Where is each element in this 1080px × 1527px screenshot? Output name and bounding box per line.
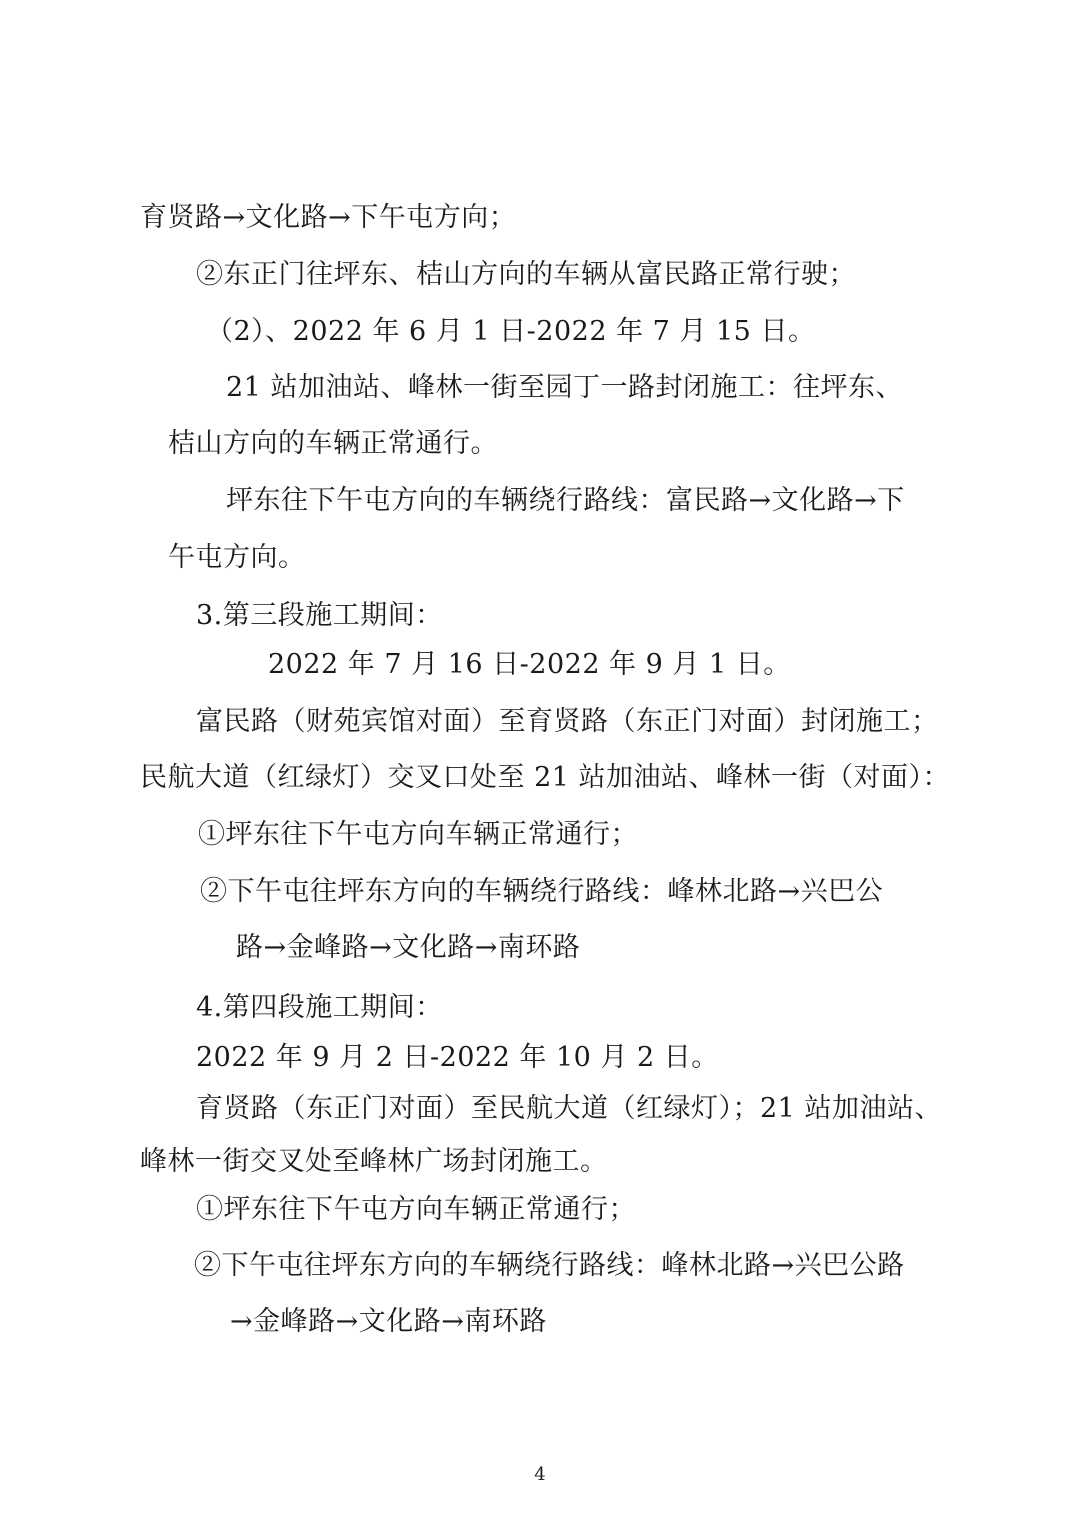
page-number: 4 (534, 1464, 546, 1485)
text-line: ①坪东往下午屯方向车辆正常通行； (198, 819, 638, 850)
text-line: 民航大道（红绿灯）交叉口处至 21 站加油站、峰林一街（对面）： (140, 762, 951, 793)
text-line: 21 站加油站、峰林一街至园丁一路封闭施工：往坪东、 (226, 372, 903, 403)
text-line: 2022 年 9 月 2 日-2022 年 10 月 2 日。 (196, 1042, 719, 1073)
section-heading: 3.第三段施工期间： (196, 600, 443, 631)
text-line: 坪东往下午屯方向的车辆绕行路线：富民路→文化路→下 (226, 485, 905, 516)
text-line: ②东正门往坪东、桔山方向的车辆从富民路正常行驶； (196, 259, 856, 290)
text-line: ②下午屯往坪东方向的车辆绕行路线：峰林北路→兴巴公 (200, 876, 884, 907)
text-line: 富民路（财苑宾馆对面）至育贤路（东正门对面）封闭施工； (196, 706, 939, 737)
text-line: 桔山方向的车辆正常通行。 (168, 428, 498, 459)
text-line: ②下午屯往坪东方向的车辆绕行路线：峰林北路→兴巴公路 (194, 1250, 905, 1281)
text-line: （2）、2022 年 6 月 1 日-2022 年 7 月 15 日。 (206, 316, 816, 347)
text-line: 育贤路→文化路→下午屯方向； (140, 202, 517, 233)
text-line: 育贤路（东正门对面）至民航大道（红绿灯）；21 站加油站、 (196, 1093, 942, 1124)
text-line: ①坪东往下午屯方向车辆正常通行； (196, 1194, 636, 1225)
text-line: 2022 年 7 月 16 日-2022 年 9 月 1 日。 (268, 649, 791, 680)
text-line: 峰林一街交叉处至峰林广场封闭施工。 (140, 1146, 608, 1177)
section-heading: 4.第四段施工期间： (196, 992, 443, 1023)
text-line: →金峰路→文化路→南环路 (230, 1306, 547, 1337)
text-line: 午屯方向。 (168, 542, 306, 573)
text-line: 路→金峰路→文化路→南环路 (236, 932, 581, 963)
